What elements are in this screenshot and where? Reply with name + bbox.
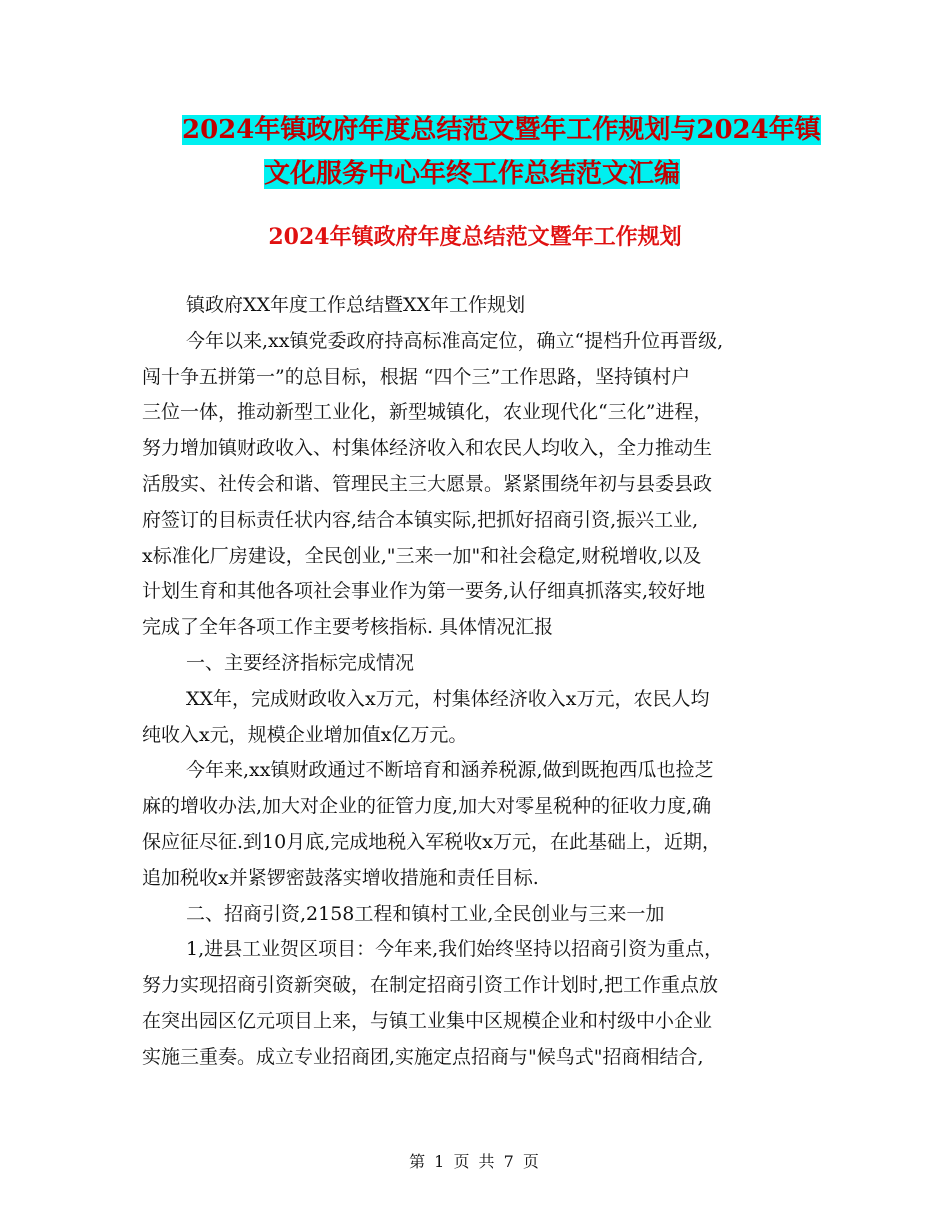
- paragraph-line: 完成了全年各项工作主要考核指标. 具体情况汇报: [142, 616, 554, 639]
- paragraph-line: XX年，完成财政收入x万元，村集体经济收入x万元，农民人均: [186, 687, 710, 710]
- heading-line: 一、主要经济指标完成情况: [186, 651, 415, 674]
- paragraph-line: 1,进县工业贺区项目：今年来,我们始终坚持以招商引资为重点，: [186, 938, 724, 961]
- paragraph-line: 纯收入x元，规模企业增加值x亿万元。: [142, 723, 468, 746]
- page-footer: 第 1 页 共 7 页: [409, 1152, 541, 1171]
- title-line-1: 2024年镇政府年度总结范文暨年工作规划与2024年镇: [182, 115, 821, 145]
- document-title: [140, 108, 840, 196]
- paragraph-line: 三位一体，推动新型工业化，新型城镇化，农业现代化“三化”进程，: [142, 401, 713, 424]
- paragraph-line: 今年来,xx镇财政通过不断培育和涵养税源,做到既抱西瓜也捡芝: [186, 759, 714, 782]
- paragraph-line: 实施三重奏。成立专业招商团,实施定点招商与"候鸟式"招商相结合,: [142, 1045, 704, 1068]
- subtitle-line: 镇政府XX年度工作总结暨XX年工作规划: [186, 294, 526, 316]
- paragraph-line: 麻的增收办法,加大对企业的征管力度,加大对零星税种的征收力度,确: [142, 795, 712, 818]
- paragraph-line: x标准化厂房建设，全民创业,"三来一加"和社会稳定,财税增收,以及: [142, 544, 702, 567]
- paragraph-line: 努力增加镇财政收入、村集体经济收入和农民人均收入，全力推动生: [142, 437, 713, 460]
- document-body: [142, 288, 842, 1076]
- paragraph-line: 闯十争五拼第一”的总目标，根据 “四个三”工作思路，坚持镇村户: [142, 365, 691, 388]
- paragraph-line: 在突出园区亿元项目上来，与镇工业集中区规模企业和村级中小企业: [142, 1009, 713, 1032]
- paragraph-line: 府签订的目标责任状内容,结合本镇实际,把抓好招商引资,振兴工业,: [142, 508, 699, 531]
- paragraph-line: 计划生育和其他各项社会事业作为第一要务,认仔细真抓落实,较好地: [142, 580, 706, 603]
- paragraph-line: 追加税收x并紧锣密鼓落实增收措施和责任目标.: [142, 866, 539, 889]
- paragraph-line: 活殷实、社传会和谐、管理民主三大愿景。紧紧围绕年初与县委县政: [142, 472, 713, 495]
- section-heading: 2024年镇政府年度总结范文暨年工作规划: [268, 224, 682, 250]
- paragraph-line: 保应征尽征.到10月底,完成地税入军税收x万元，在此基础上，近期，: [142, 830, 721, 853]
- title-line-2: 文化服务中心年终工作总结范文汇编: [264, 159, 681, 189]
- paragraph-line: 努力实现招商引资新突破，在制定招商引资工作计划时,把工作重点放: [142, 974, 719, 997]
- heading-line: 二、招商引资,2158工程和镇村工业,全民创业与三来一加: [186, 902, 665, 925]
- paragraph-line: 今年以来,xx镇党委政府持高标准高定位，确立“提档升位再晋级,: [186, 329, 724, 352]
